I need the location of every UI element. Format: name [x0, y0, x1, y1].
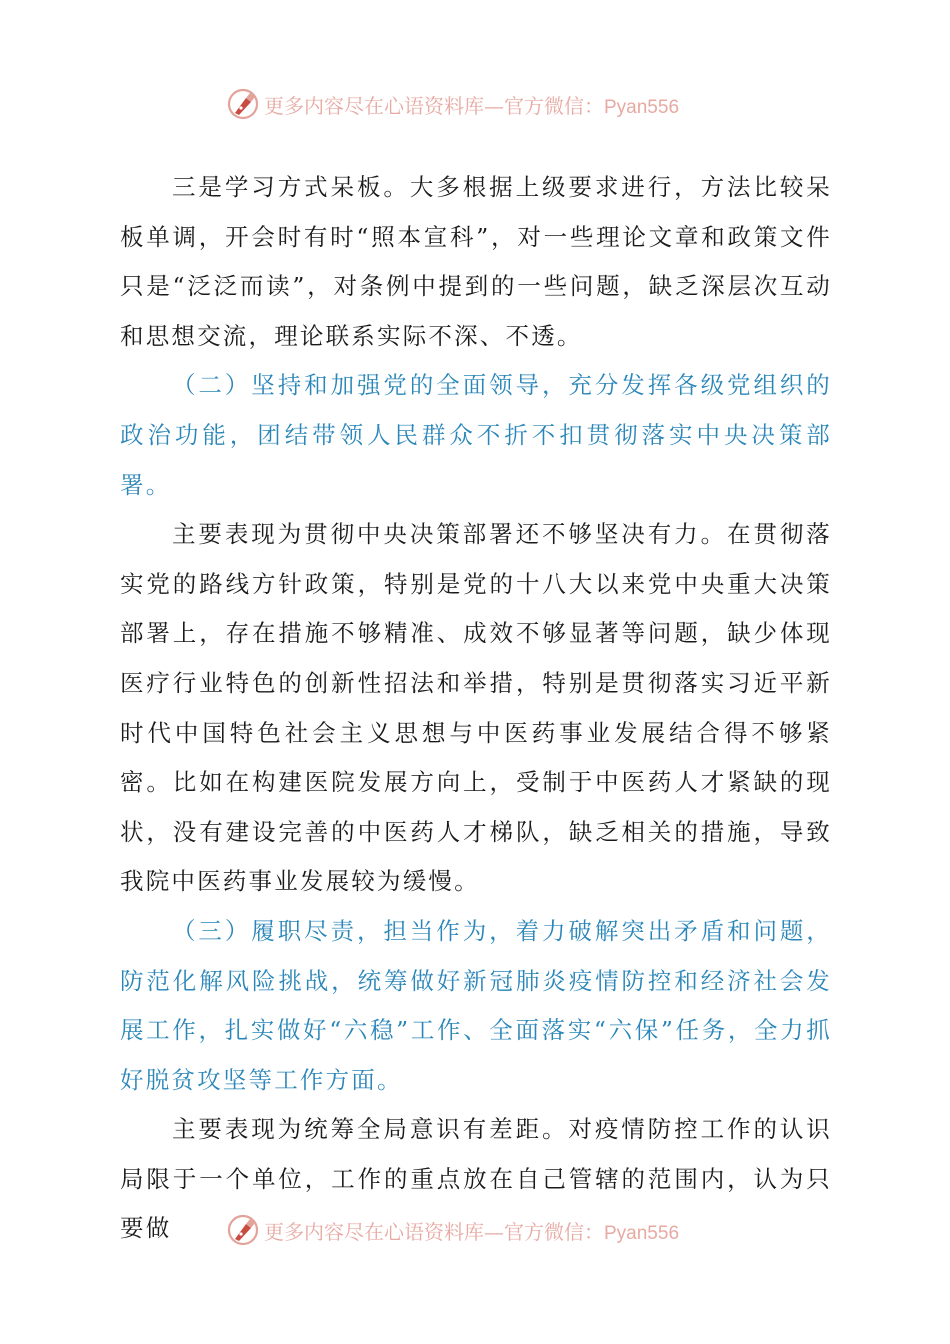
section-heading-2: （二）坚持和加强党的全面领导，充分发挥各级党组织的政治功能，团结带领人民群众不折不扣贯彻落实中央决策部署。: [120, 371, 832, 499]
document-body: [120, 163, 832, 1254]
pen-nib-logo-icon: [226, 87, 260, 121]
watermark-text: 更多内容尽在心语资料库—官方微信：Pyan556: [264, 93, 680, 118]
section-heading-3: （三）履职尽责，担当作为，着力破解突出矛盾和问题，防范化解风险挑战，统筹做好新冠肺炎疫情防控和经济社会发展工作，扎实做好“六稳”工作、全面落实“六保”任务，全力抓好脱贫攻坚等工作方面。: [120, 916, 832, 1094]
watermark-text: 更多内容尽在心语资料库—官方微信：Pyan556: [264, 1219, 680, 1244]
paragraph-study-method: 三是学习方式呆板。大多根据上级要求进行，方法比较呆板单调，开会时有时“照本宣科”，对一些理论文章和政策文件只是“泛泛而读”，对条例中提到的一些问题，缺乏深层次互动和思想交流，理论联系实际不深、不透。: [120, 173, 832, 350]
header-watermark: [226, 86, 746, 122]
watermark-wechat-id: Pyan556: [604, 96, 680, 118]
watermark-wechat-id: Pyan556: [604, 1222, 680, 1244]
footer-watermark: [226, 1212, 746, 1248]
pen-nib-logo-icon: [226, 1213, 260, 1247]
paragraph-overall-awareness: 主要表现为统筹全局意识有差距。对疫情防控工作的认识局限于一个单位，工作的重点放在自己管辖的范围内，认为只要做: [120, 1115, 832, 1243]
paragraph-policy-implementation: 主要表现为贯彻中央决策部署还不够坚决有力。在贯彻落实党的路线方针政策，特别是党的十八大以来党中央重大决策部署上，存在措施不够精准、成效不够显著等问题，缺少体现医疗行业特色的创新性招法和举措，特别是贯彻落实习近平新时代中国特色社会主义思想与中医药事业发展结合得不够紧密。比如在构建医院发展方向上，受制于中医药人才紧缺的现状，没有建设完善的中医药人才梯队，缺乏相关的措施，导致我院中医药事业发展较为缓慢。: [120, 520, 832, 896]
